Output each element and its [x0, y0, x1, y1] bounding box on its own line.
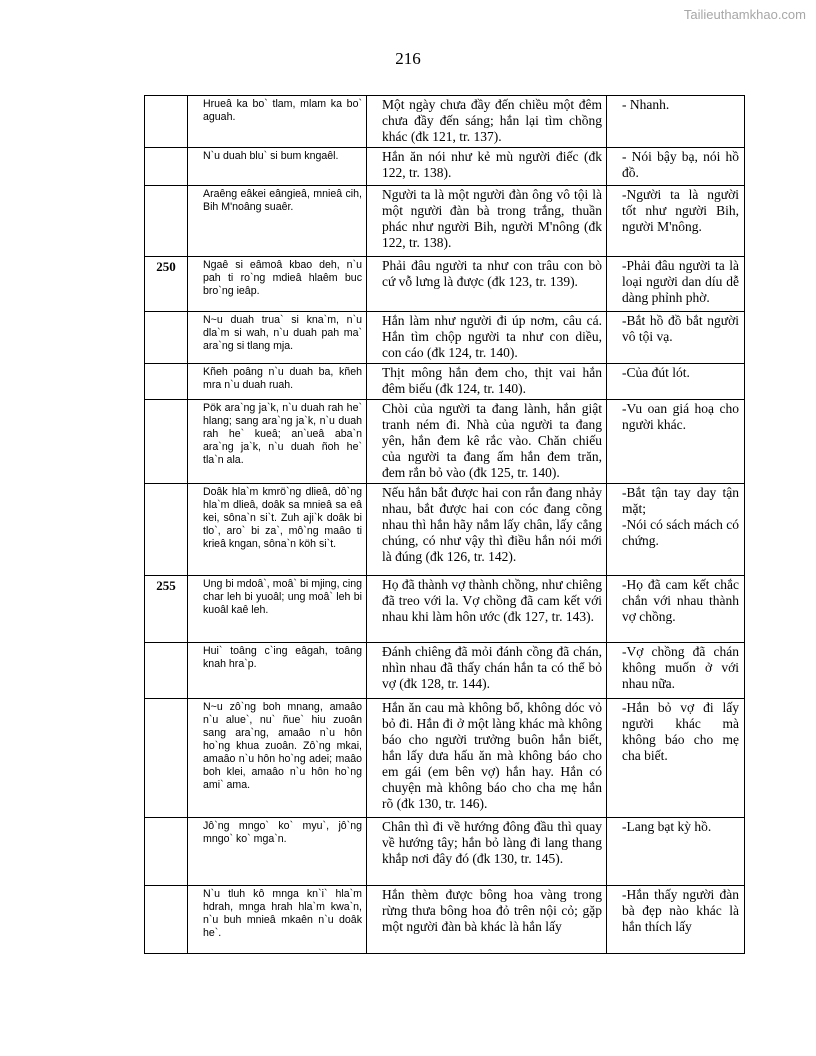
source-text: N~u zô`ng boh mnang, amaâo n`u alue`, nu` ñue` hiu zuoân sang ara`ng, amaâo n`u hôn ho`ng khua zuoân. Zô`ng mkai, amaâo n`u hôn ho`ng adei; maâo boh klei, amaâo n`u hôn ho`ng ami` ama.	[188, 699, 367, 818]
meaning-line: -Người ta là người tốt như người Bih, người M'nông.	[622, 187, 739, 234]
source-text: N`u tluh kô mnga kn`i` hla`m hdrah, mnga hrah hla`m kwa`n, n`u buh mnieâ mkaên n`u doâk he`.	[188, 886, 367, 954]
table-row	[145, 96, 745, 148]
source-text: Pök ara`ng ja`k, n`u duah rah he` hlang; sang ara`ng ja`k, n`u duah rah he` kueâ; an`ueâ aba`n ara`ng ja`k, n`u duah ñoh he` tla`n ala.	[188, 400, 367, 484]
meaning-cell	[607, 576, 745, 643]
row-number	[145, 699, 188, 818]
translation-text: Một ngày chưa đầy đến chiều một đêm chưa đầy đến sáng; hắn lại tìm chồng khác (đk 121, tr. 137).	[367, 96, 607, 148]
translation-text: Họ đã thành vợ thành chồng, như chiêng đã treo với la. Vợ chồng đã cam kết với nhau khi làm hôn ước (đk 127, tr. 143).	[367, 576, 607, 643]
meaning-cell	[607, 400, 745, 484]
table-row	[145, 148, 745, 186]
translation-text: Nếu hắn bắt được hai con rắn đang nhảy nhau, bắt được hai con cóc đang cõng nhau thì hắn hãy nắm lấy chân, lấy cẳng chúng, có như vậy thì điều hắn nói mới là đúng (đk 126, tr. 142).	[367, 484, 607, 576]
meaning-line: -Của đút lót.	[622, 365, 690, 380]
meaning-line: -Bắt tận tay day tận mặt;	[622, 485, 739, 516]
row-number	[145, 364, 188, 400]
meaning-cell	[607, 484, 745, 576]
translation-text: Đánh chiêng đã mỏi đánh cồng đã chán, nhìn nhau đã thấy chán hắn ta có thể bỏ vợ (đk 128, tr. 144).	[367, 643, 607, 699]
row-number	[145, 643, 188, 699]
source-text: Kñeh poâng n`u duah ba, kñeh mra n`u duah ruah.	[188, 364, 367, 400]
meaning-line: - Nói bậy bạ, nói hồ đồ.	[622, 149, 739, 180]
page-number: 216	[395, 49, 421, 68]
table-row	[145, 886, 745, 954]
row-number: 255	[145, 576, 188, 643]
table-row	[145, 312, 745, 364]
source-text: Araêng eâkei eângieâ, mnieâ cih, Bih M'noâng suaêr.	[188, 186, 367, 257]
meaning-cell	[607, 257, 745, 312]
translation-text: Chân thì đi về hướng đông đầu thì quay về hướng tây; hắn bỏ làng đi lang thang khắp nơi đây đó (đk 130, tr. 145).	[367, 818, 607, 886]
meaning-cell	[607, 364, 745, 400]
translation-text: Hắn ăn nói như kẻ mù người điếc (đk 122, tr. 138).	[367, 148, 607, 186]
meaning-cell	[607, 186, 745, 257]
source-text: Doâk hla`m kmrö`ng dlieâ, dô`ng hla`m dlieâ, doâk sa mnieâ sa eâ kei, sôna`n si`t. Zuh aji`k doâk bi tlo`, aro` bi za`, mô`ng maâo ti krieâ kngan, sôna`n köh si`t.	[188, 484, 367, 576]
translation-text: Chòi của người ta đang lành, hắn giật tranh ném đi. Nhà của người ta đang yên, hắn đem kê rắc vào. Chăn chiếu của người ta đang ấm hắn đem trăn, đem rắn bỏ vào (đk 125, tr. 140).	[367, 400, 607, 484]
translation-text: Hắn thèm được bông hoa vàng trong rừng thưa bông hoa đỏ trên nội cỏ; gặp một người đàn bà khác là hắn lấy	[367, 886, 607, 954]
meaning-cell	[607, 148, 745, 186]
meaning-line: -Hắn thấy người đàn bà đẹp nào khác là hắn thích lấy	[622, 887, 739, 934]
row-number	[145, 818, 188, 886]
source-text: Hrueâ ka bo` tlam, mlam ka bo` aguah.	[188, 96, 367, 148]
row-number	[145, 148, 188, 186]
meaning-cell	[607, 96, 745, 148]
row-number	[145, 484, 188, 576]
source-text: N`u duah blu` si bum kngaêl.	[188, 148, 367, 186]
meaning-cell	[607, 312, 745, 364]
translation-text: Hắn ăn cau mà không bổ, không dóc vỏ bỏ đi. Hắn đi ở một làng khác mà không báo cho người trưởng buôn hắn biết, hắn lấy dưa hấu ăn mà không báo cho em gái (em bên vợ) hắn hay. Hắn có chuyện mà không báo cho cha mẹ hắn rõ (đk 130, tr. 146).	[367, 699, 607, 818]
source-text: N~u duah trua` si kna`m, n`u dla`m si wah, n`u duah pah ma` ara`ng si tlang mja.	[188, 312, 367, 364]
row-number	[145, 886, 188, 954]
row-number	[145, 400, 188, 484]
table-row	[145, 699, 745, 818]
watermark: Tailieuthamkhao.com	[683, 7, 806, 22]
meaning-cell	[607, 699, 745, 818]
meaning-cell	[607, 886, 745, 954]
meaning-cell	[607, 818, 745, 886]
proverb-table	[144, 95, 745, 954]
table-row	[145, 484, 745, 576]
source-text: Ung bi mdoâ`, moâ` bi mjing, cing char leh bi yuoâl; ung moâ` leh bi kuoâl kaê leh.	[188, 576, 367, 643]
table-row	[145, 818, 745, 886]
table-row	[145, 257, 745, 312]
proverb-table-body	[145, 96, 745, 954]
table-row	[145, 186, 745, 257]
meaning-line: -Phải đâu người ta là loại người dan díu dễ dàng phỉnh phờ.	[622, 258, 739, 305]
table-row	[145, 364, 745, 400]
table-row	[145, 643, 745, 699]
meaning-line: -Lang bạt kỳ hồ.	[622, 819, 712, 834]
meaning-line: -Vu oan giá hoạ cho người khác.	[622, 401, 739, 432]
source-text: Hui` toâng c`ing eâgah, toâng knah hra`p.	[188, 643, 367, 699]
row-number: 250	[145, 257, 188, 312]
source-text: Jô`ng mngo` ko` myu`, jô`ng mngo` ko` mga`n.	[188, 818, 367, 886]
meaning-line: -Họ đã cam kết chắc chắn với nhau thành vợ chồng.	[622, 577, 739, 624]
translation-text: Phải đâu người ta như con trâu con bò cứ vỗ lưng là được (đk 123, tr. 139).	[367, 257, 607, 312]
row-number	[145, 186, 188, 257]
row-number	[145, 96, 188, 148]
table-row	[145, 576, 745, 643]
meaning-line: -Vợ chồng đã chán không muốn ở với nhau nữa.	[622, 644, 739, 691]
translation-text: Người ta là một người đàn ông vô tội là một người đàn bà trong trắng, thuần phác như người Bih, người M'nông (đk 122, tr. 138).	[367, 186, 607, 257]
translation-text: Thịt mông hắn đem cho, thịt vai hắn đêm biếu (đk 124, tr. 140).	[367, 364, 607, 400]
meaning-line: - Nhanh.	[622, 97, 670, 112]
meaning-line: -Bắt hồ đồ bắt người vô tội vạ.	[622, 313, 739, 344]
translation-text: Hắn làm như người đi úp nơm, câu cá. Hắn tìm chộp người ta như con diều, con cáo (đk 124, tr. 140).	[367, 312, 607, 364]
meaning-line: -Hắn bỏ vợ đi lấy người khác mà không báo cho mẹ cha biết.	[622, 700, 739, 763]
meaning-line: -Nói có sách mách có chứng.	[622, 517, 739, 548]
table-row	[145, 400, 745, 484]
meaning-cell	[607, 643, 745, 699]
row-number	[145, 312, 188, 364]
source-text: Ngaê si eâmoâ kbao deh, n`u pah ti ro`ng mdieâ hlaêm buc bro`ng ieâp.	[188, 257, 367, 312]
